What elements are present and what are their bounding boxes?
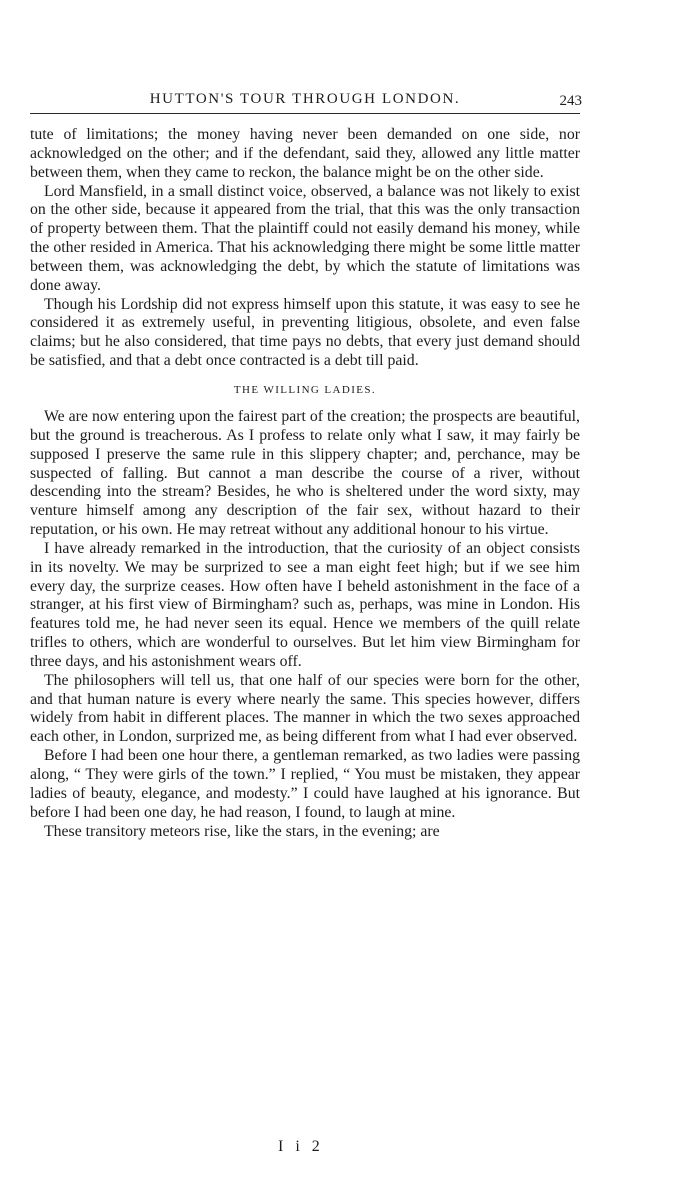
running-head xyxy=(30,89,580,114)
running-title: HUTTON'S TOUR THROUGH LONDON. xyxy=(149,91,461,107)
section-heading: THE WILLING LADIES. xyxy=(233,383,377,396)
body-text xyxy=(30,126,580,841)
paragraph: We are now entering upon the fairest part of the creation; the prospects are beautiful, but the ground is treacherous. As I profess to relate only what I saw, it may fairly be supposed I preserve the same rule in this slippery chapter; and, perchance, may be suspected of falling. But cannot a man describe the course of a river, without descending into the stream? Besides, he who is sheltered under the word sixty, may venture himself among any description of the fair sex, without hazard to their reputation, or his own. He may retreat without any additional honour to his virtue. xyxy=(30,407,580,539)
paragraph: The philosophers will tell us, that one half of our species were born for the other, and that human nature is every where nearly the same. This species however, differs widely from habit in different places. The manner in which the two sexes approached each other, in London, surprized me, as being different from what I had ever observed. xyxy=(30,671,580,746)
paragraph: I have already remarked in the introduction, that the curiosity of an object consists in its novelty. We may be surprized to see a man eight feet high; but if we see him every day, the surprize ceases. How often have I beheld astonishment in the face of a stranger, at his first view of Birmingham? such as, perhaps, was mine in London. His features told me, he had never seen its equal. Hence we members of the quill relate trifles to others, which are wonderful to ourselves. But let him view Birmingham for three days, and his astonishment wears off. xyxy=(30,539,580,670)
paragraph: Though his Lordship did not express himself upon this statute, it was easy to see he considered it as extremely useful, in preventing litigious, obsolete, and even false claims; but he also considered, that time pays no debts, that every just demand should be satisfied, and that a debt once contracted is a debt till paid. xyxy=(30,295,580,370)
page-number: 243 xyxy=(559,93,582,109)
paragraph: Lord Mansfield, in a small distinct voice, observed, a balance was not likely to exist on the other side, because it appeared from the trial, that this was the only transaction of property between them. That the plaintiff could not easily demand his money, while the other resided in America. That his acknowledging there might be some little matter between them, was acknowledging the debt, by which the statute of limitations was done away. xyxy=(30,182,580,294)
paragraph: Before I had been one hour there, a gentleman remarked, as two ladies were passing along, “ They were girls of the town.” I replied, “ You must be mistaken, they appear ladies of beauty, elegance, and modesty.” I could have laughed at his ignorance. But before I had been one day, he had reason, I found, to laugh at mine. xyxy=(30,747,580,821)
book-page xyxy=(30,0,580,1184)
signature-mark: I i 2 xyxy=(278,1138,324,1155)
paragraph-continued: tute of limitations; the money having never been demanded on one side, nor acknowledged on the other; and if the defendant, said they, allowed any little matter between them, when they came to reckon, the balance might be on the other side. xyxy=(30,126,580,181)
paragraph-continues: These transitory meteors rise, like the stars, in the evening; are xyxy=(44,822,440,840)
